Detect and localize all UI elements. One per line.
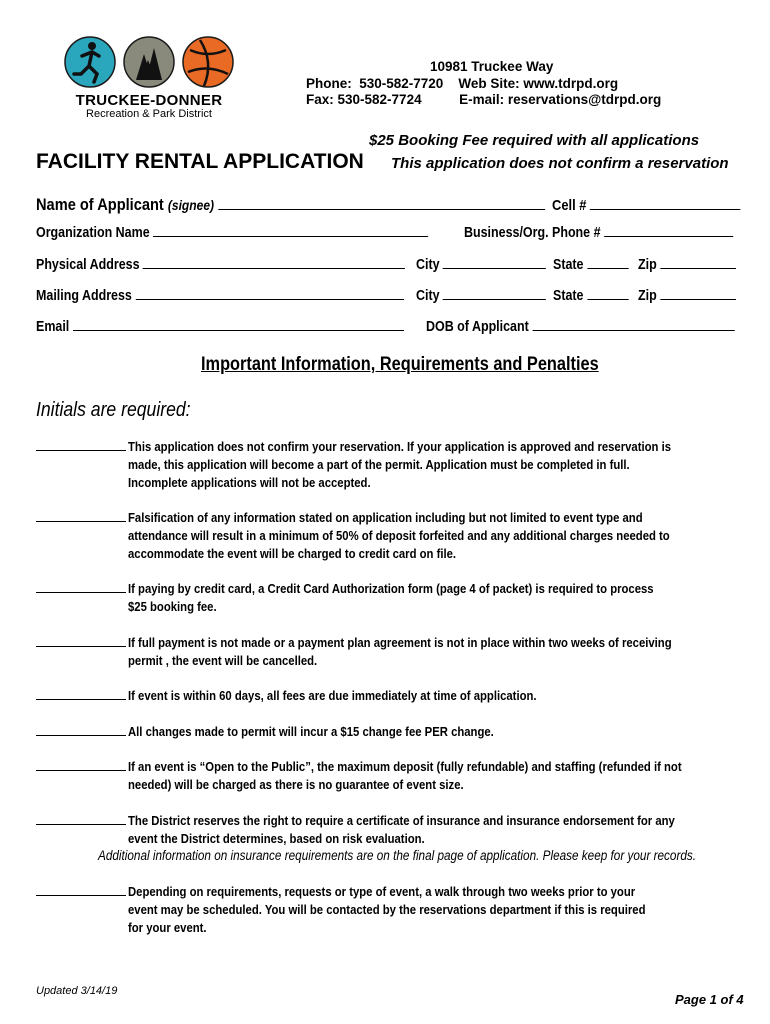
mailing-city-field[interactable]	[443, 288, 546, 300]
email-label: Email	[36, 319, 70, 335]
list-item: Falsification of any information stated on application including but not limited to event type and attendance will result in a minimum of 50% of deposit forfeited and any additional charges needed to accommodate the event will be charged to credit card on file.	[36, 509, 756, 527]
list-item: This application does not confirm your reservation. If your application is approved and reservation is made, this application will become a part of the permit. Application must be completed in full. Incomplete applications will not be accepted.	[36, 438, 756, 456]
list-item: If full payment is not made or a payment plan agreement is not in place within two weeks of receiving permit , the event will be cancelled.	[36, 634, 756, 652]
org-label: Organization Name	[36, 225, 150, 241]
city-label: City	[416, 288, 440, 304]
initials-field[interactable]	[36, 884, 126, 896]
logo-circles-icon	[64, 36, 234, 88]
initials-field[interactable]	[36, 581, 126, 593]
district-logo	[64, 36, 234, 122]
physical-address-row	[36, 257, 405, 273]
booking-fee-note: $25 Booking Fee required with all applications	[369, 132, 700, 149]
phone-website: Phone: 530-582-7720 Web Site: www.tdrpd.org	[306, 76, 619, 91]
initials-field[interactable]	[36, 439, 126, 451]
physical-state-row	[553, 257, 628, 273]
applicant-row	[36, 195, 545, 215]
initials-field[interactable]	[36, 724, 126, 736]
dob-row	[426, 319, 734, 335]
business-phone-field[interactable]	[604, 225, 733, 237]
physical-city-row	[416, 257, 546, 273]
list-item: If paying by credit card, a Credit Card Authorization form (page 4 of packet) is required to process $25 booking fee.	[36, 580, 756, 598]
mailing-zip-field[interactable]	[660, 288, 736, 300]
physical-address-label: Physical Address	[36, 257, 140, 273]
cell-row	[552, 197, 741, 214]
logo-org-subtitle: Recreation & Park District	[86, 108, 212, 120]
address: 10981 Truckee Way	[430, 59, 554, 74]
physical-state-field[interactable]	[587, 257, 628, 269]
email-field[interactable]	[73, 319, 404, 331]
initials-field[interactable]	[36, 688, 126, 700]
zip-label: Zip	[638, 288, 657, 304]
org-name-field[interactable]	[153, 225, 428, 237]
dob-label: DOB of Applicant	[426, 319, 529, 335]
mailing-zip-row	[638, 288, 736, 304]
org-row	[36, 225, 428, 241]
applicant-label: Name of Applicant	[36, 195, 164, 214]
fax-email: Fax: 530-582-7724 E-mail: reservations@tdrpd.org	[306, 92, 662, 107]
dob-field[interactable]	[532, 319, 734, 331]
zip-label: Zip	[638, 257, 657, 273]
no-confirm-note: This application does not confirm a reservation	[391, 155, 729, 172]
email-row	[36, 319, 404, 335]
state-label: State	[553, 288, 584, 304]
initials-field[interactable]	[36, 759, 126, 771]
mailing-address-field[interactable]	[135, 288, 403, 300]
initials-field[interactable]	[36, 813, 126, 825]
insurance-note: Additional information on insurance requirements are on the final page of application. Please keep for your records.	[98, 848, 697, 863]
list-item: All changes made to permit will incur a $15 change fee PER change.	[36, 723, 756, 741]
list-item: If event is within 60 days, all fees are due immediately at time of application.	[36, 687, 756, 705]
applicant-name-field[interactable]	[218, 198, 545, 210]
physical-city-field[interactable]	[443, 257, 546, 269]
business-phone-label: Business/Org. Phone #	[464, 225, 601, 241]
logo-org-name: TRUCKEE-DONNER	[75, 92, 223, 109]
list-item: Depending on requirements, requests or type of event, a walk through two weeks prior to your event may be scheduled. You will be contacted by the reservations department if this is required for your event.	[36, 883, 756, 901]
business-phone-row	[464, 225, 733, 241]
page-title: FACILITY RENTAL APPLICATION	[36, 150, 364, 173]
mailing-state-row	[553, 288, 628, 304]
mailing-city-row	[416, 288, 546, 304]
city-label: City	[416, 257, 440, 273]
initials-heading: Initials are required:	[36, 399, 191, 421]
section-title: Important Information, Requirements and Penalties	[201, 354, 599, 375]
updated-date: Updated 3/14/19	[36, 985, 118, 997]
physical-zip-field[interactable]	[660, 257, 736, 269]
state-label: State	[553, 257, 584, 273]
page-number: Page 1 of 4	[675, 992, 744, 1007]
applicant-signee-label: (signee)	[167, 197, 215, 213]
mailing-address-label: Mailing Address	[36, 288, 132, 304]
list-item: If an event is “Open to the Public”, the maximum deposit (fully refundable) and staffing (refunded if not needed) will be charged as there is no guarantee of event size.	[36, 758, 756, 776]
mailing-state-field[interactable]	[587, 288, 628, 300]
physical-address-field[interactable]	[143, 257, 405, 269]
cell-field[interactable]	[590, 198, 741, 210]
initials-field[interactable]	[36, 635, 126, 647]
initials-field[interactable]	[36, 510, 126, 522]
physical-zip-row	[638, 257, 736, 273]
list-item: The District reserves the right to require a certificate of insurance and insurance endorsement for any event the District determines, based on risk evaluation.	[36, 812, 756, 830]
cell-label: Cell #	[552, 197, 587, 214]
mailing-address-row	[36, 288, 404, 304]
